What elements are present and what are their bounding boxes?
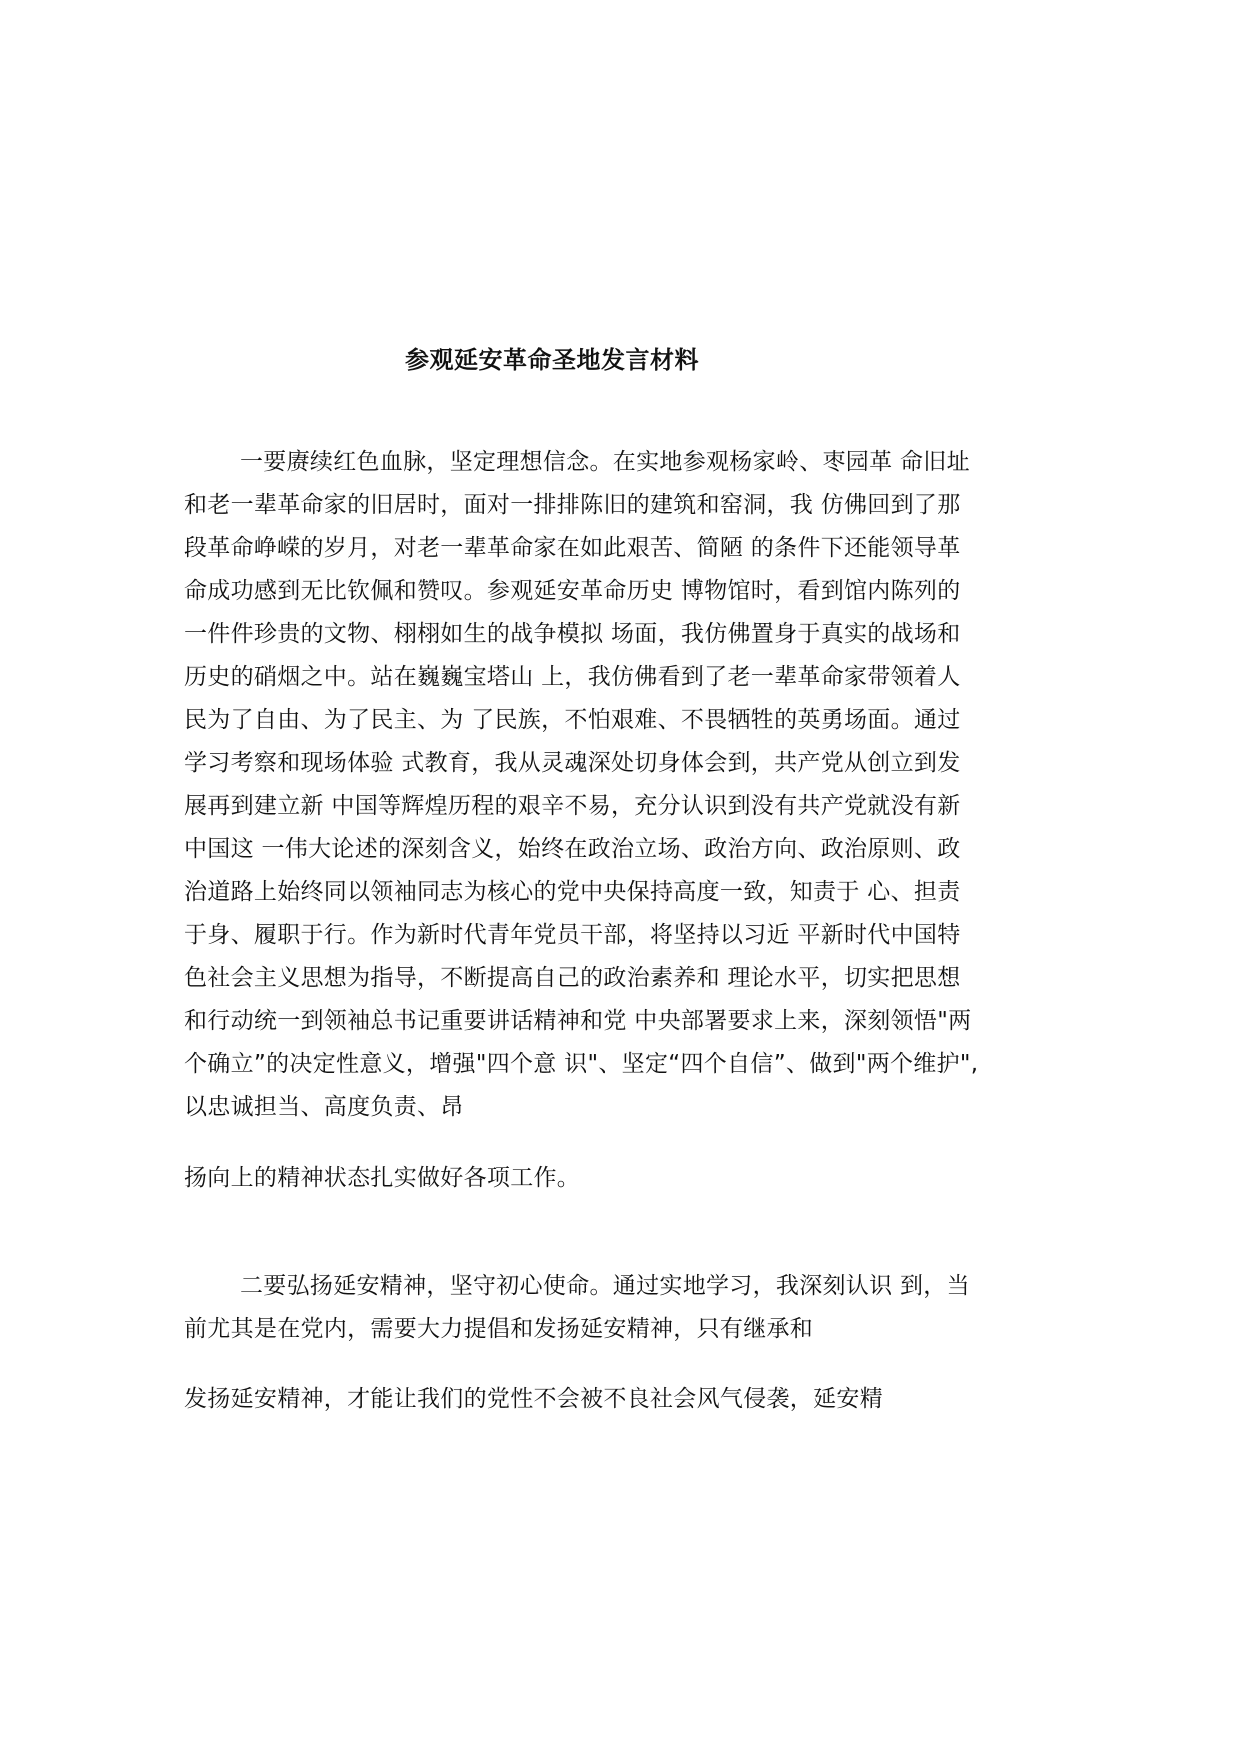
paragraph-line: 和行动统一到领袖总书记重要讲话精神和党 中央部署要求上来，深刻领悟"两 xyxy=(184,1008,972,1034)
paragraph-line: 色社会主义思想为指导，不断提高自己的政治素养和 理论水平，切实把思想 xyxy=(184,965,961,991)
paragraph-line: 和老一辈革命家的旧居时，面对一排排陈旧的建筑和窑洞，我 仿佛回到了那 xyxy=(184,492,961,518)
paragraph-line: 展再到建立新 中国等辉煌历程的艰辛不易，充分认识到没有共产党就没有新 xyxy=(184,793,961,819)
paragraph-line: 一要赓续红色血脉，坚定理想信念。在实地参观杨家岭、枣园革 命旧址 xyxy=(240,449,970,475)
paragraph-line: 治道路上始终同以领袖同志为核心的党中央保持高度一致，知责于 心、担责 xyxy=(184,879,961,905)
document-title: 参观延安革命圣地发言材料 xyxy=(405,346,699,374)
paragraph-line: 发扬延安精神，才能让我们的党性不会被不良社会风气侵袭，延安精 xyxy=(184,1386,883,1412)
paragraph-line: 前尤其是在党内，需要大力提倡和发扬延安精神，只有继承和 xyxy=(184,1316,814,1342)
paragraph-line: 一件件珍贵的文物、栩栩如生的战争模拟 场面，我仿佛置身于真实的战场和 xyxy=(184,621,961,647)
paragraph-line: 扬向上的精神状态扎实做好各项工作。 xyxy=(184,1165,581,1191)
paragraph-line: 历史的硝烟之中。站在巍巍宝塔山 上，我仿佛看到了老一辈革命家带领着人 xyxy=(184,664,961,690)
paragraph-line: 个确立”的决定性意义，增强"四个意 识"、坚定“四个自信”、做到"两个维护", xyxy=(184,1051,979,1077)
paragraph-line: 于身、履职于行。作为新时代青年党员干部，将坚持以习近 平新时代中国特 xyxy=(184,922,961,948)
paragraph-line: 学习考察和现场体验 式教育，我从灵魂深处切身体会到，共产党从创立到发 xyxy=(184,750,961,776)
paragraph-line: 中国这 一伟大论述的深刻含义，始终在政治立场、政治方向、政治原则、政 xyxy=(184,836,961,862)
paragraph-line: 民为了自由、为了民主、为 了民族，不怕艰难、不畏牺牲的英勇场面。通过 xyxy=(184,707,961,733)
paragraph-line: 二要弘扬延安精神，坚守初心使命。通过实地学习，我深刻认识 到，当 xyxy=(240,1273,970,1299)
paragraph-line: 以忠诚担当、高度负责、昂 xyxy=(184,1094,464,1120)
paragraph-line: 命成功感到无比钦佩和赞叹。参观延安革命历史 博物馆时，看到馆内陈列的 xyxy=(184,578,961,604)
paragraph-line: 段革命峥嵘的岁月，对老一辈革命家在如此艰苦、简陋 的条件下还能领导革 xyxy=(184,535,961,561)
